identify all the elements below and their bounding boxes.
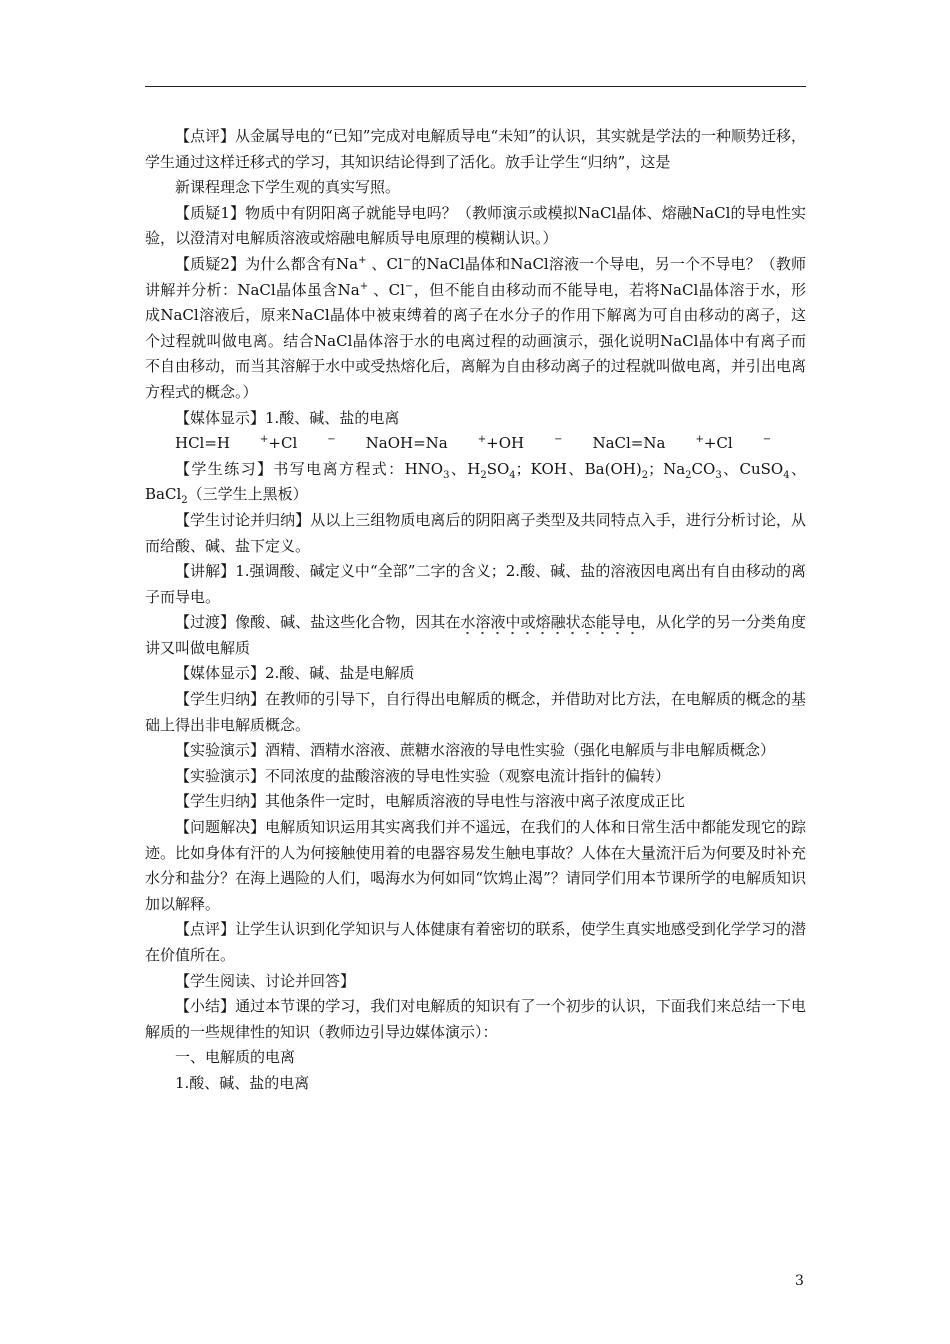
- paragraph-comment-2: 【点评】让学生认识到化学知识与人体健康有着密切的联系，使学生真实地感受到化学学习的潜在价值所在。: [145, 920, 806, 964]
- paragraph-lecture: 【讲解】1.强调酸、碱定义中“全部”二字的含义；2.酸、碱、盐的溶液因电离出有自由移动的离子而导电。: [145, 562, 806, 606]
- header-rule: [145, 86, 806, 87]
- paragraph-problem-solving: 【问题解决】电解质知识运用其实离我们并不遥远，在我们的人体和日常生活中都能发现它的踪迹。比如身体有汗的人为何接触使用着的电器容易发生触电事故？人体在大量流汗后为何要及时补充水分和盐分？在海上遇险的人们，喝海水为何如同“饮鸩止渴”？请同学们用本节课所学的电解质知识加以解释。: [145, 818, 806, 913]
- paragraph-practice: 【学生练习】书写电离方程式：$HNO_3$、$H_2SO_4$；KOH、$Ba(OH)_2$；$Na_2CO_3$、CuSO$_4$、BaCl$_2$（三学生上黑板）: [145, 459, 806, 507]
- paragraph-question-1: 【质疑1】物质中有阴阳离子就能导电吗？（教师演示或模拟NaCl晶体、熔融NaCl的导电性实验，以澄清对电解质溶液或熔融电解质导电原理的模糊认识。）: [145, 203, 806, 248]
- equation-naoh: NaOH=Na ++OH −: [365, 434, 563, 453]
- paragraph-media-2: 【媒体显示】2.酸、碱、盐是电解质: [175, 664, 415, 683]
- emphasis-dotted-text: 水溶液中或熔融状态能导电: [460, 613, 640, 635]
- paragraph-student-summary-1: 【学生归纳】在教师的引导下，自行得出电解质的概念，并借助对比方法，在电解质的概念的基础上得出非电解质概念。: [145, 690, 806, 734]
- ionization-equations: [175, 431, 806, 457]
- paragraph-media-1: 【媒体显示】1.酸、碱、盐的电离: [175, 408, 400, 427]
- paragraph-transition: 【过渡】像酸、碱、盐这些化合物，因其在水溶液中或熔融状态能导电，从化学的另一分类角度讲又叫做电解质: [145, 613, 806, 657]
- section-heading-1-1: 1.酸、碱、盐的电离: [175, 1073, 310, 1092]
- paragraph-reading: 【学生阅读、讨论并回答】: [175, 971, 356, 990]
- paragraph-discussion: 【学生讨论并归纳】从以上三组物质电离后的阴阳离子类型及共同特点入手，进行分析讨论，从而给酸、碱、盐下定义。: [145, 510, 806, 555]
- paragraph-student-summary-2: 【学生归纳】其他条件一定时，电解质溶液的导电性与溶液中离子浓度成正比: [175, 792, 686, 811]
- equation-hcl: HCl=H ++Cl −: [175, 434, 336, 453]
- paragraph-question-2: 【质疑2】为什么都含有Na+ 、Cl−的NaCl晶体和NaCl溶液一个导电，另一个不导电？（教师讲解并分析：NaCl晶体虽含Na+ 、Cl−，但不能自由移动而不能导电，若将NaCl晶体溶于水，形成NaCl溶液后，原来NaCl晶体中被束缚着的离子在水分子的作用下解离为可自由移动的离子，这个过程就叫做电离。结合NaCl晶体溶于水的电离过程的动画演示，强化说明NaCl晶体中有离子而不自由移动，而当其溶解于水中或受热熔化后，离解为自由移动离子的过程就叫做电离，并引出电离方程式的概念。）: [145, 254, 807, 401]
- section-heading-1: 一、电解质的电离: [175, 1048, 296, 1067]
- paragraph-conclusion: 【小结】通过本节课的学习，我们对电解质的知识有了一个初步的认识，下面我们来总结一下电解质的一些规律性的知识（教师边引导边媒体演示）：: [145, 997, 806, 1041]
- paragraph-comment-1: 【点评】从金属导电的“已知”完成对电解质导电“未知”的认识，其实就是学法的一种顺势迁移，学生通过这样迁移式的学习，其知识结论得到了活化。放手让学生“归纳”，这是: [145, 127, 806, 171]
- paragraph-comment-1-continued: 新课程理念下学生观的真实写照。: [175, 178, 401, 197]
- equation-nacl: NaCl=Na ++Cl −: [592, 434, 772, 453]
- paragraph-experiment-1: 【实验演示】酒精、酒精水溶液、蔗糖水溶液的导电性实验（强化电解质与非电解质概念）: [175, 741, 776, 760]
- document-body: [145, 124, 806, 1097]
- page-number: 3: [795, 1273, 804, 1289]
- paragraph-experiment-2: 【实验演示】不同浓度的盐酸溶液的导电性实验（观察电流计指针的偏转）: [175, 766, 671, 785]
